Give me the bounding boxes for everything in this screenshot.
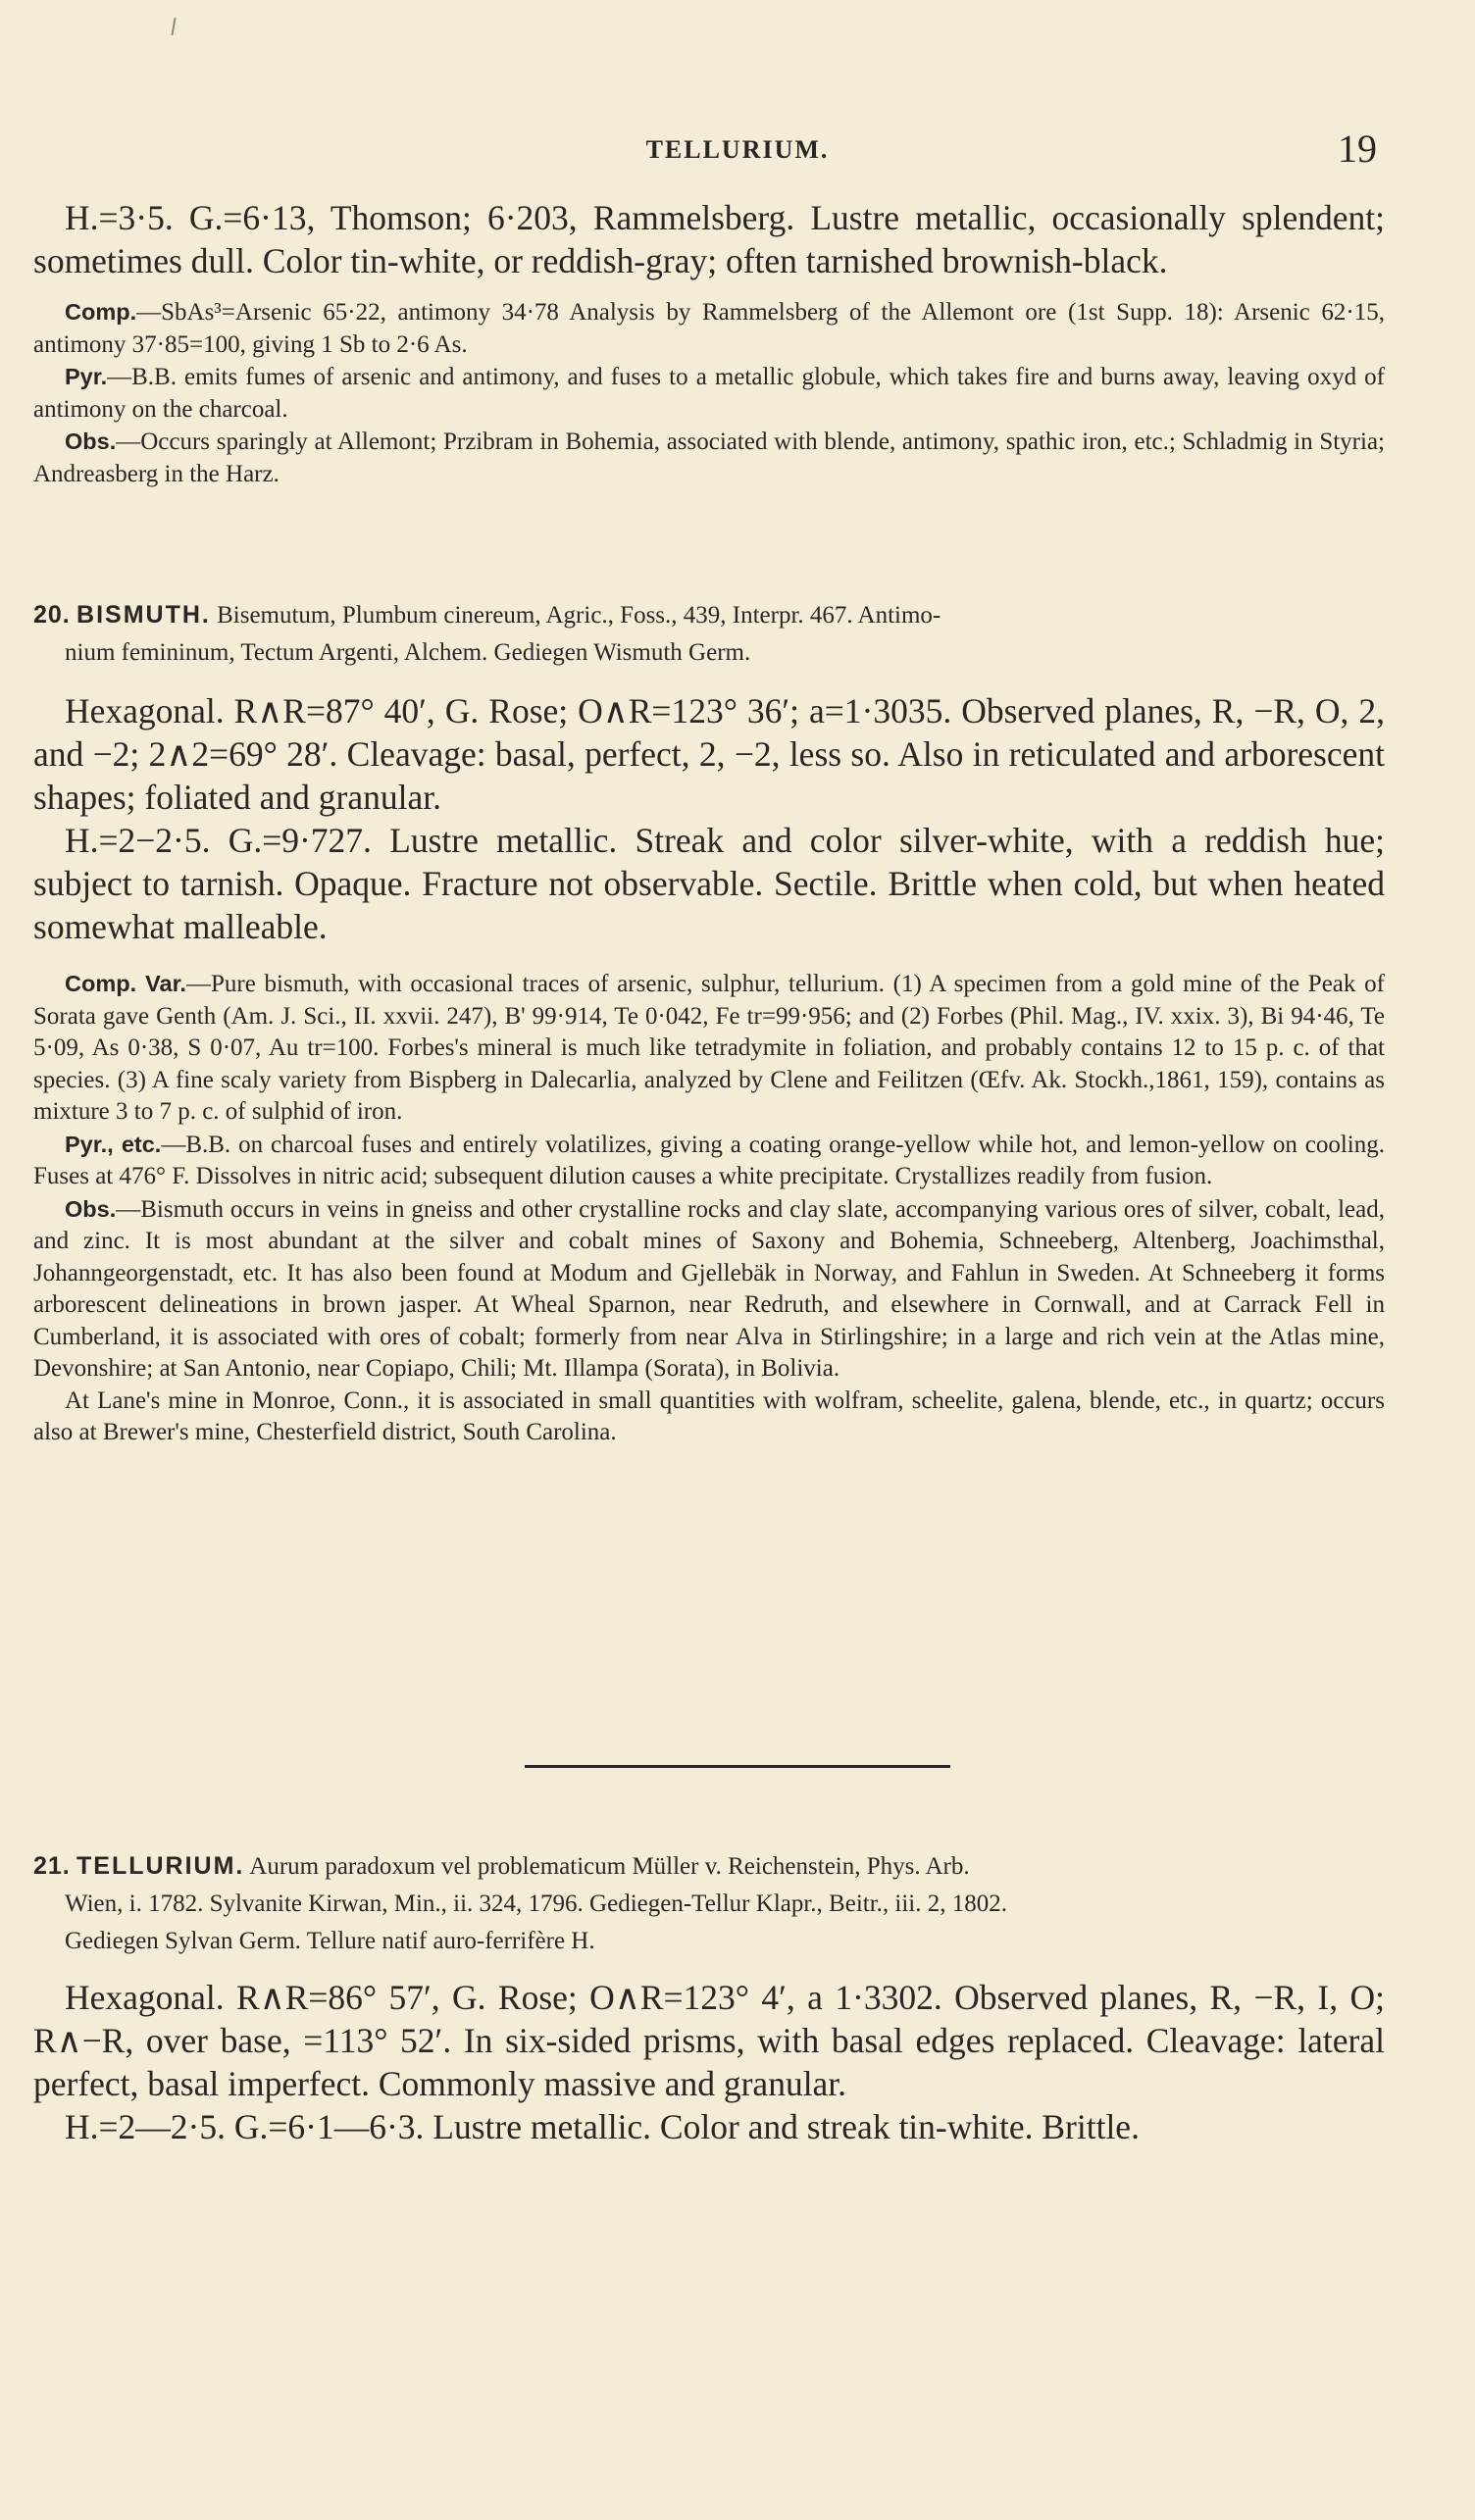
top-pyr-note	[33, 361, 1385, 426]
top-obs-note	[33, 426, 1385, 490]
note-lead: Obs.	[65, 428, 117, 454]
note-text: —B.B. emits fumes of arsenic and antimony, and fuses to a metallic globule, which takes fire and burns away, leaving oxyd of antimony on the charcoal.	[33, 364, 1385, 423]
bismuth-crystallography: Hexagonal. R∧R=87° 40′, G. Rose; O∧R=123° 36′; a=1·3035. Observed planes, R, −R, O, 2, and −2; 2∧2=69° 28′. Cleavage: basal, perfect, 2, −2, less so. Also in reticulated and arborescent shapes; foliated and granular.	[33, 691, 1385, 817]
top-section	[33, 196, 1385, 490]
tellurium-section	[33, 1847, 1385, 2148]
section-divider	[525, 1765, 950, 1768]
note-text: —Occurs sparingly at Allemont; Przibram in Bohemia, associated with blende, antimony, spathic iron, etc.; Schladmig in Styria; Andreasberg in the Harz.	[33, 428, 1385, 487]
bismuth-physical: H.=2−2·5. G.=9·727. Lustre metallic. Streak and color silver-white, with a reddish hue; subject to tarnish. Opaque. Fracture not observable. Sectile. Brittle when cold, but when heated somewhat malleable.	[33, 821, 1385, 946]
bismuth-locality-note	[33, 1386, 1385, 1449]
entry-name: TELLURIUM.	[76, 1852, 245, 1880]
synonyms-line: nium femininum, Tectum Argenti, Alchem. Gediegen Wismuth Germ.	[65, 639, 751, 666]
note-lead: Pyr.	[65, 364, 108, 389]
note-text: —SbAs³=Arsenic 65·22, antimony 34·78 Analysis by Rammelsberg of the Allemont ore (1st Supp. 18): Arsenic 62·15, antimony 37·85=100, giving 1 Sb to 2·6 As.	[33, 299, 1385, 358]
entry-number: 21.	[33, 1852, 71, 1880]
entry-number: 20.	[33, 601, 71, 629]
note-lead: Comp.	[65, 299, 137, 325]
synonyms-line: Wien, i. 1782. Sylvanite Kirwan, Min., ii. 324, 1796. Gediegen-Tellur Klapr., Beitr., iii. 2, 1802.	[65, 1890, 1007, 1917]
running-head: TELLURIUM.	[645, 135, 830, 164]
synonyms-line: Aurum paradoxum vel problematicum Müller v. Reichenstein, Phys. Arb.	[249, 1853, 970, 1880]
bismuth-heading	[33, 596, 1385, 672]
tellurium-crystallography: Hexagonal. R∧R=86° 57′, G. Rose; O∧R=123° 4′, a 1·3302. Observed planes, R, −R, I, O; R∧−R, over base, =113° 52′. In six-sided prisms, with basal edges replaced. Cleavage: lateral perfect, basal imperfect. Commonly massive and granular.	[33, 1978, 1385, 2103]
bismuth-obs-note	[33, 1193, 1385, 1386]
page-number: 19	[1338, 126, 1377, 171]
note-lead: Comp. Var.	[65, 971, 186, 996]
note-text: —B.B. on charcoal fuses and entirely volatilizes, giving a coating orange-yellow while hot, and lemon-yellow on cooling. Fuses at 476° F. Dissolves in nitric acid; subsequent dilution causes a white precipitate. Crystallizes readily from fusion.	[33, 1131, 1385, 1189]
note-lead: Obs.	[65, 1195, 117, 1222]
synonyms-line: Bisemutum, Plumbum cinereum, Agric., Foss., 439, Interpr. 467. Antimo-	[217, 602, 941, 629]
page-mark	[171, 18, 176, 35]
top-physical-paragraph: H.=3·5. G.=6·13, Thomson; 6·203, Rammelsberg. Lustre metallic, occasionally splendent; sometimes dull. Color tin-white, or reddish-gray; often tarnished brownish-black.	[33, 198, 1385, 280]
bismuth-pyr-note	[33, 1129, 1385, 1193]
top-comp-note	[33, 296, 1385, 361]
tellurium-heading	[33, 1847, 1385, 1960]
synonyms-line: Gediegen Sylvan Germ. Tellure natif auro-ferrifère H.	[65, 1928, 595, 1954]
entry-name: BISMUTH.	[76, 601, 211, 629]
note-text: —Bismuth occurs in veins in gneiss and other crystalline rocks and clay slate, accompanying various ores of silver, cobalt, lead, and zinc. It is most abundant at the silver and cobalt mines of Saxony and Bohemia, Schneeberg, Altenberg, Joachimsthal, Johanngeorgenstadt, etc. It has also been found at Modum and Gjellebäk in Norway, and Fahlun in Sweden. At Schneeberg it forms arborescent delineations in brown jasper. At Wheal Sparnon, near Redruth, and elsewhere in Cornwall, and at Carrack Fell in Cumberland, it is associated with ores of cobalt; formerly from near Alva in Stirlingshire; in a large and rich vein at the Atlas mine, Devonshire; at San Antonio, near Copiapo, Chili; Mt. Illampa (Sorata), in Bolivia.	[33, 1195, 1385, 1382]
bismuth-section	[33, 596, 1385, 1449]
note-text: At Lane's mine in Monroe, Conn., it is associated in small quantities with wolfram, scheelite, galena, blende, etc., in quartz; occurs also at Brewer's mine, Chesterfield district, South Carolina.	[33, 1386, 1385, 1445]
tellurium-physical: H.=2—2·5. G.=6·1—6·3. Lustre metallic. Color and streak tin-white. Brittle.	[65, 2107, 1140, 2146]
note-lead: Pyr., etc.	[65, 1131, 162, 1157]
bismuth-comp-note	[33, 968, 1385, 1129]
note-text: —Pure bismuth, with occasional traces of arsenic, sulphur, tellurium. (1) A specimen from a gold mine of the Peak of Sorata gave Genth (Am. J. Sci., II. xxvii. 247), B' 99·914, Te 0·042, Fe tr=99·956; and (2) Forbes (Phil. Mag., IV. xxix. 3), Bi 94·46, Te 5·09, As 0·38, S 0·07, Au tr=100. Forbes's mineral is much like tetradymite in foliation, and probably contains 12 to 15 p. c. of that species. (3) A fine scaly variety from Bispberg in Dalecarlia, analyzed by Clene and Feilitzen (Œfv. Ak. Stockh.,1861, 159), contains as mixture 3 to 7 p. c. of sulphid of iron.	[33, 971, 1385, 1125]
